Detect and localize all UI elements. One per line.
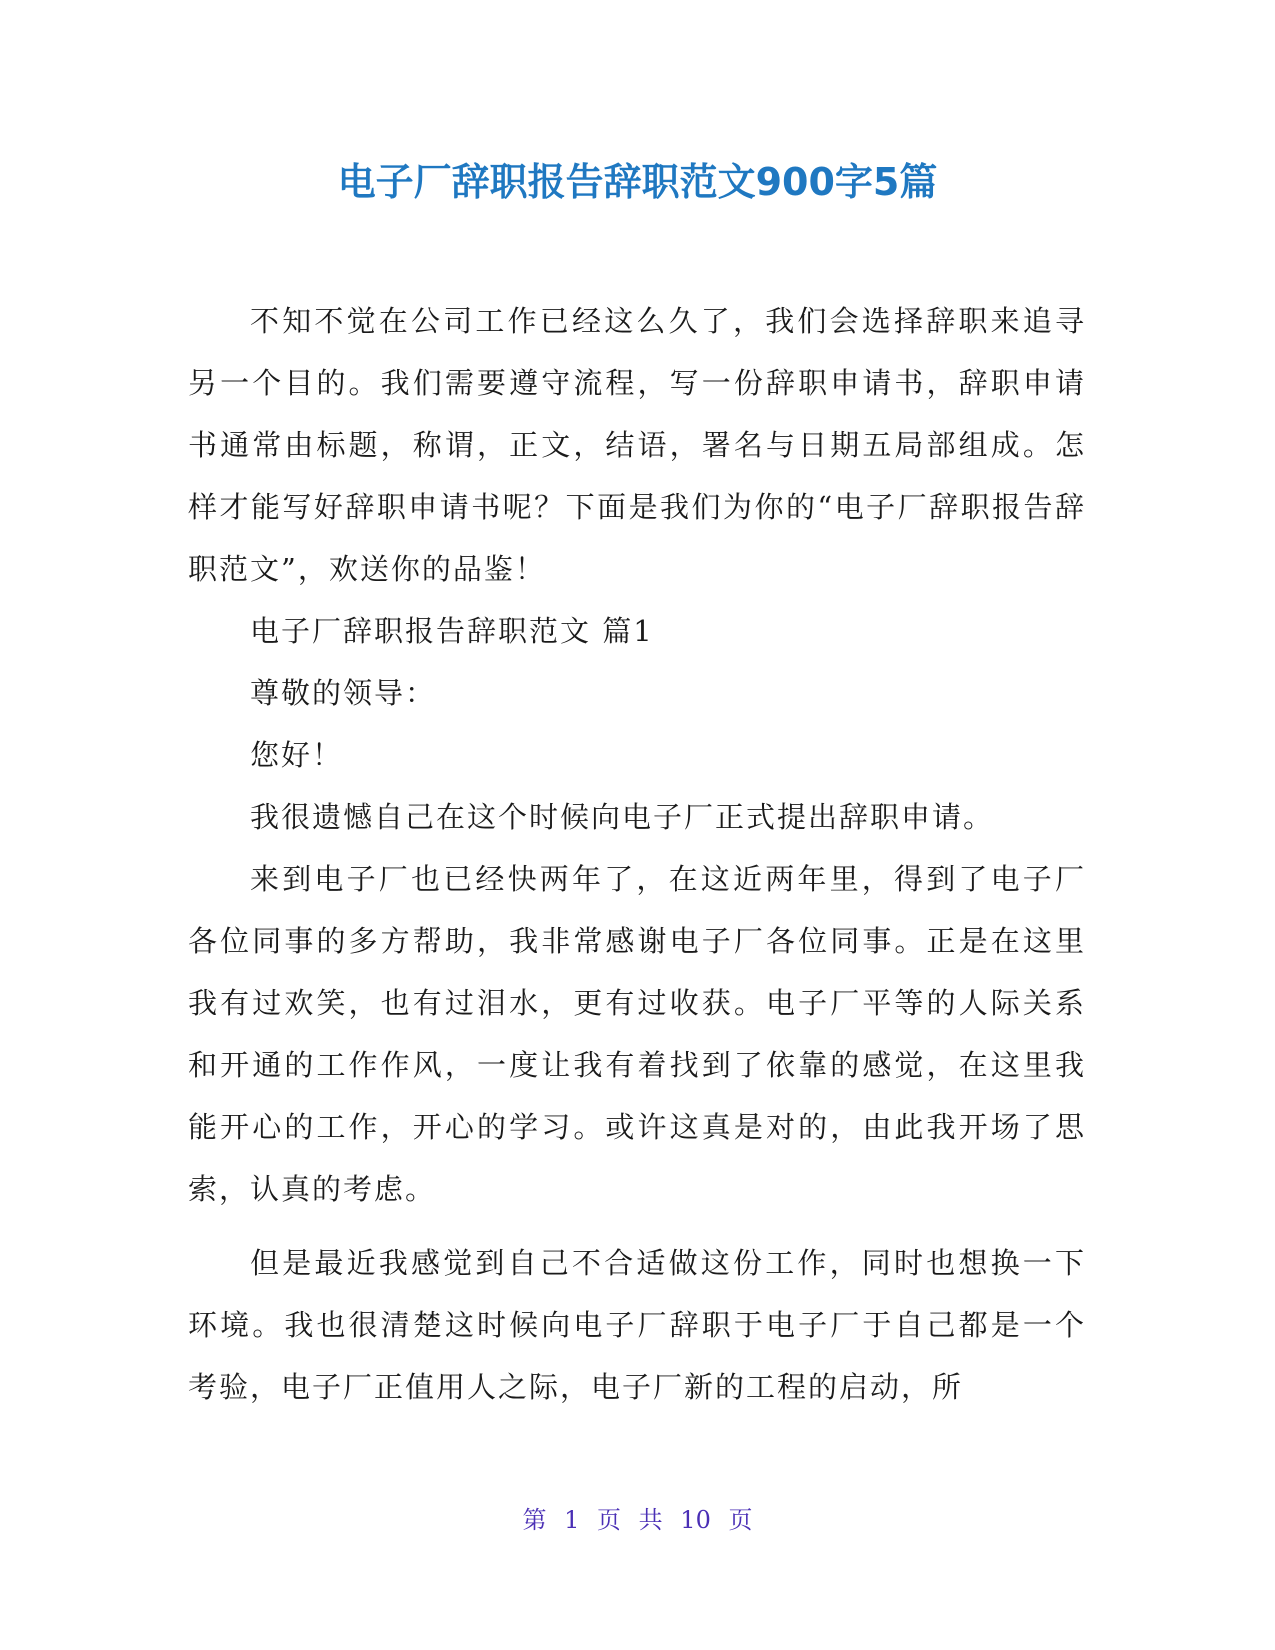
body-paragraph: 我很遗憾自己在这个时候向电子厂正式提出辞职申请。 [250, 800, 995, 834]
section-heading: 电子厂辞职报告辞职范文 篇1 [250, 614, 654, 648]
greeting: 您好！ [250, 738, 344, 772]
salutation: 尊敬的领导： [250, 676, 437, 710]
document-body [188, 290, 1086, 1418]
body-paragraph: 但是最近我感觉到自己不合适做这份工作，同时也想换一下环境。我也很清楚这时候向电子厂辞职于电子厂于自己都是一个考验，电子厂正值用人之际，电子厂新的工程的启动，所 [188, 1246, 1086, 1404]
document-title: 电子厂辞职报告辞职范文900字5篇 [337, 160, 938, 204]
page-number-footer: 第 1 页 共 10 页 [522, 1506, 753, 1534]
body-paragraph: 来到电子厂也已经快两年了，在这近两年里，得到了电子厂各位同事的多方帮助，我非常感谢电子厂各位同事。正是在这里我有过欢笑，也有过泪水，更有过收获。电子厂平等的人际关系和开通的工作作风，一度让我有着找到了依靠的感觉，在这里我能开心的工作，开心的学习。或许这真是对的，由此我开场了思索，认真的考虑。 [188, 862, 1086, 1206]
intro-paragraph: 不知不觉在公司工作已经这么久了，我们会选择辞职来追寻另一个目的。我们需要遵守流程，写一份辞职申请书，辞职申请书通常由标题，称谓，正文，结语，署名与日期五局部组成。怎样才能写好辞职申请书呢？下面是我们为你的“电子厂辞职报告辞职范文”，欢送你的品鉴！ [188, 304, 1086, 586]
